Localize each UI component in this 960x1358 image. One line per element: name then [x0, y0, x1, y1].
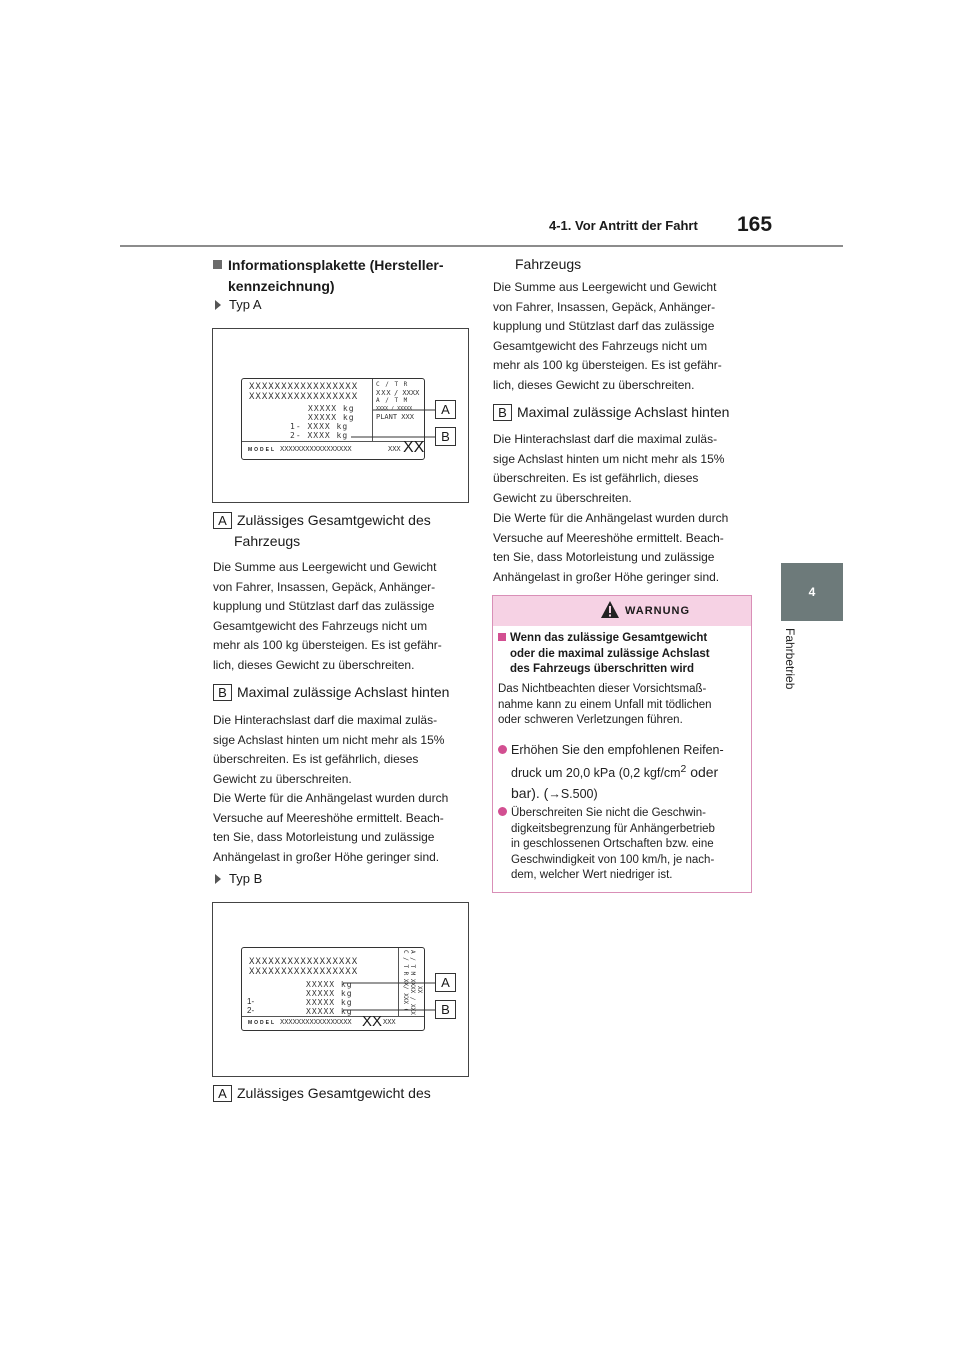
section-title: 4-1. Vor Antritt der Fahrt — [549, 218, 698, 233]
warning-body — [498, 682, 748, 729]
plate-weight-1: XXXXX kg — [308, 404, 355, 413]
right-b-body-line: Die Werte für die Anhängelast wurden durch — [493, 511, 729, 525]
warning-bullet-2-line: digkeitsbegrenzung für Anhängerbetrieb — [511, 822, 715, 835]
plate-weight-3: 1- XXXX kg — [290, 422, 349, 431]
plate-b-vert-2: A / T M XX — [409, 950, 416, 987]
label-a-box: A — [213, 512, 232, 529]
plate-b-weight-2: XXXXX kg — [306, 989, 353, 998]
b-title-text: Maximal zulässige Achslast hinten — [237, 684, 450, 700]
warning-bullet-1-line-2: druck um 20,0 kPa (0,2 kgf/cm — [511, 766, 681, 781]
right-b-body-line: überschreiten. Es ist gefährlich, dieses — [493, 471, 699, 486]
right-b-body-line: Anhängelast in großer Höhe geringer sind. — [493, 569, 720, 584]
right-b-body-1 — [493, 430, 753, 508]
warning-body-line: nahme kann zu einem Unfall mit tödlichen — [498, 698, 712, 711]
callout-b: B — [435, 1000, 456, 1019]
right-a-body-line: Die Summe aus Leergewicht und Gewicht — [493, 280, 717, 294]
a-body-line: Die Summe aus Leergewicht und Gewicht — [213, 560, 437, 574]
warning-bullet-2-line: Überschreiten Sie nicht die Geschwin- — [511, 807, 706, 819]
plate-row-2: XXXXXXXXXXXXXXXXX — [249, 392, 359, 402]
plate-xxx: XXX — [376, 389, 392, 397]
plate-b-big-xx: XX — [362, 1013, 383, 1030]
b-body-line: Anhängelast in großer Höhe geringer sind. — [213, 849, 440, 864]
warning-bullet-2 — [498, 806, 748, 884]
callout-a: A — [435, 973, 456, 992]
plate-b-row-2: XXXXXXXXXXXXXXXXX — [249, 967, 359, 977]
right-b-body-line: Gewicht zu überschreiten. — [493, 490, 632, 505]
a-body-line: mehr als 100 kg übersteigen. Es ist gefähr- — [213, 638, 442, 653]
arrow-right-icon: → — [548, 787, 561, 802]
b-body-line: ten Sie, dass Motorleistung und zulässige — [213, 830, 435, 845]
plate-b-weight-1: XXXXX kg — [306, 980, 353, 989]
right-a-body-line: kupplung und Stützlast darf das zulässige — [493, 319, 715, 334]
right-a-body-line: von Fahrer, Insassen, Gepäck, Anhänger- — [493, 299, 716, 314]
b-body-line: Die Hinterachslast darf die maximal zuläs- — [213, 713, 438, 727]
right-a-body-line: lich, dieses Gewicht zu überschreiten. — [493, 377, 695, 392]
figure-type-b — [212, 902, 469, 1077]
a-body-line: lich, dieses Gewicht zu überschreiten. — [213, 657, 415, 672]
plate-b-weight-3: XXXXX kg — [306, 998, 353, 1007]
label-a-box: A — [213, 1085, 232, 1102]
plate-weight-2: XXXXX kg — [308, 413, 355, 422]
warning-title: WARNUNG — [625, 605, 691, 617]
type-b-label — [215, 871, 262, 886]
bullet-dot-icon — [498, 807, 507, 816]
b-body-line: Versuche auf Meereshöhe ermittelt. Beach- — [213, 810, 444, 825]
square-bullet-icon — [213, 260, 222, 269]
continued-title: Fahrzeugs — [515, 256, 582, 272]
a-body — [213, 558, 473, 676]
section-heading — [213, 255, 473, 297]
a2-title — [213, 1083, 473, 1104]
page-number: 165 — [737, 213, 773, 236]
b-body-line: sige Achslast hinten um nicht mehr als 15% — [213, 732, 445, 747]
chapter-label — [770, 628, 810, 748]
plate-model-value: XXXXXXXXXXXXXXXXX — [280, 445, 352, 453]
label-b-box: B — [213, 684, 232, 701]
plate-xxxx-xxxxx: XXXX / XXXXX — [376, 406, 413, 412]
label-b-box: B — [493, 404, 512, 421]
figure-type-a — [212, 328, 469, 503]
triangle-bullet-icon — [215, 874, 221, 884]
a-body-line: Gesamtgewicht des Fahrzeugs nicht um — [213, 618, 428, 633]
plate-b-vert-3: / XXX ( — [402, 986, 409, 1012]
plate-slash-xxxx: / XXXX — [394, 389, 420, 397]
b-body-line: Gewicht zu überschreiten. — [213, 771, 352, 786]
right-b-title-text: Maximal zulässige Achslast hinten — [517, 404, 730, 420]
plate-b-xxx: XXX — [383, 1018, 396, 1026]
superscript-two: 2 — [680, 764, 687, 775]
plate-b-model-value: XXXXXXXXXXXXXXXXX — [280, 1018, 352, 1026]
plate-ctr: C / T R — [376, 381, 409, 388]
warning-heading — [498, 631, 748, 678]
right-b-body-line: Versuche auf Meereshöhe ermittelt. Beach- — [493, 530, 724, 545]
plate-b-vert-1: C / T R XX — [402, 950, 409, 987]
a-title-line-1: Zulässiges Gesamtgewicht des — [237, 512, 431, 528]
warning-triangle-icon — [600, 600, 620, 619]
heading-line-1: Informationsplakette (Hersteller- — [228, 257, 444, 273]
right-b-body-2 — [493, 509, 753, 587]
right-a-body-line: mehr als 100 kg übersteigen. Es ist gefähr- — [493, 358, 722, 373]
bullet-dot-icon — [498, 745, 507, 754]
header-divider — [120, 245, 843, 247]
callout-a: A — [435, 400, 456, 419]
plate-b-two: 2- — [247, 1006, 255, 1015]
right-a-body — [493, 278, 753, 396]
type-b-text: Typ B — [229, 871, 263, 886]
warning-heading-line: des Fahrzeugs überschritten wird — [510, 663, 695, 675]
plate-row-1: XXXXXXXXXXXXXXXXX — [249, 382, 359, 392]
plate-b-one: 1- — [247, 997, 255, 1006]
figure-a-callout-lines — [213, 329, 468, 502]
a2-title-text: Zulässiges Gesamtgewicht des — [237, 1085, 431, 1101]
warning-bullet-2-line: in geschlossenen Ortschaften bzw. eine — [511, 838, 714, 850]
warning-bullet-2-line: dem, welcher Wert niedriger ist. — [511, 869, 673, 881]
b-body-2 — [213, 789, 473, 867]
figure-b-callout-lines — [213, 903, 468, 1076]
square-bullet-icon — [498, 633, 506, 641]
callout-b: B — [435, 427, 456, 446]
chapter-label-text: Fahrbetrieb — [783, 628, 797, 690]
a-title — [213, 510, 473, 552]
warning-bullet-2-line: Geschwindigkeit von 100 km/h, je nach- — [511, 853, 715, 866]
a-body-line: kupplung und Stützlast darf das zulässige — [213, 599, 435, 614]
plate-plant: PLANT XXX — [376, 413, 414, 421]
a-title-line-2: Fahrzeugs — [234, 533, 301, 549]
b-body-line: überschreiten. Es ist gefährlich, dieses — [213, 752, 419, 767]
warning-bullet-1-line-1: Erhöhen Sie den empfohlenen Reifen- — [511, 743, 724, 757]
b-title — [213, 682, 473, 703]
warning-bullet-1 — [498, 740, 748, 804]
plate-b-row-1: XXXXXXXXXXXXXXXXX — [249, 957, 359, 967]
warning-heading-line: oder die maximal zulässige Achslast — [510, 647, 710, 660]
chapter-tab[interactable]: 4 — [781, 563, 843, 621]
type-a-label — [215, 297, 262, 312]
right-a-body-line: Gesamtgewicht des Fahrzeugs nicht um — [493, 338, 708, 353]
warning-bullet-1-oder: oder — [686, 764, 719, 781]
page-reference-link[interactable]: S.500) — [560, 787, 598, 802]
warning-box — [492, 595, 752, 893]
right-b-body-line: sige Achslast hinten um nicht mehr als 15% — [493, 451, 725, 466]
right-b-body-line: Die Hinterachslast darf die maximal zuläs- — [493, 432, 718, 446]
right-b-title — [493, 402, 753, 423]
b-body-line: Die Werte für die Anhängelast wurden durch — [213, 791, 449, 805]
heading-line-2: kennzeichnung) — [228, 278, 335, 294]
plate-b-model-label: MODEL — [248, 1020, 277, 1026]
plate-big-xx: XX — [403, 439, 425, 456]
warning-heading-line: Wenn das zulässige Gesamtgewicht — [510, 632, 708, 644]
right-b-body-line: ten Sie, dass Motorleistung und zulässige — [493, 550, 715, 565]
b-body-1 — [213, 711, 473, 789]
plate-b-vert-5: XX — [416, 986, 423, 994]
warning-body-line: oder schweren Verletzungen führen. — [498, 714, 683, 726]
plate-model-label: MODEL — [248, 447, 277, 453]
plate-b-vert-4: XX / XXX — [409, 986, 416, 1015]
plate-b-weight-4: XXXXX kg — [306, 1007, 353, 1016]
type-a-text: Typ A — [229, 297, 262, 312]
warning-bullet-1-bar: bar). ( — [511, 785, 549, 802]
warning-body-line: Das Nichtbeachten dieser Vorsichtsmaß- — [498, 683, 707, 695]
plate-weight-4: 2- XXXX kg — [290, 431, 349, 440]
warning-header — [493, 596, 751, 626]
triangle-bullet-icon — [215, 300, 221, 310]
plate-atm: A / T M — [376, 397, 409, 404]
plate-xxx-2: XXX — [388, 445, 401, 453]
a-body-line: von Fahrer, Insassen, Gepäck, Anhänger- — [213, 579, 436, 594]
